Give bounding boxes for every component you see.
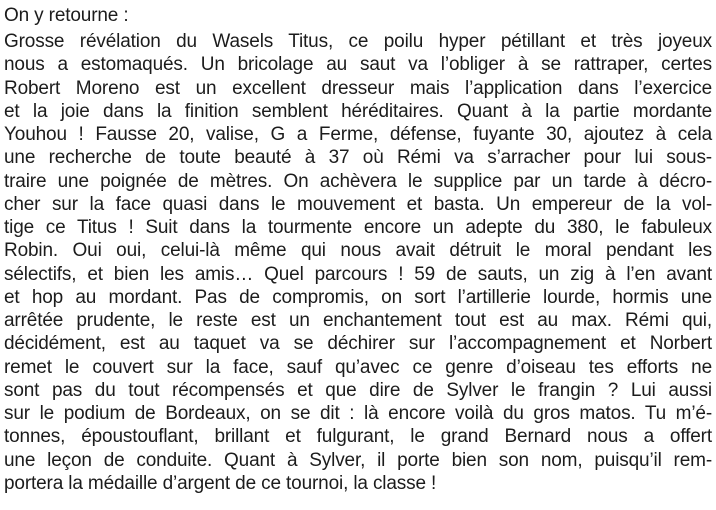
- text-line: Youhou ! Fausse 20, valise, G a Ferme, défense, fuyante 30, ajoutez à cela: [4, 124, 712, 145]
- text-line: Grosse révélation du Wasels Titus, ce poilu hyper pétillant et très joyeux: [4, 31, 712, 52]
- text-line: tige ce Titus ! Suit dans la tourmente encore un adepte du 380, le fabuleux: [4, 217, 712, 238]
- article-page: [4, 2, 712, 495]
- text-line: portera la médaille d’argent de ce tournoi, la classe !: [4, 472, 437, 494]
- text-line: Robin. Oui oui, celui-là même qui nous avait détruit le moral pendant les: [4, 240, 712, 262]
- article-body: [4, 30, 712, 495]
- text-line: arrêtée prudente, le reste est un enchantement tout est au max. Rémi qui,: [4, 310, 712, 331]
- text-line: et hop au mordant. Pas de compromis, on sort l’artillerie lourde, hormis une: [4, 286, 712, 308]
- text-line: décidément, est au taquet va se déchirer sur l’accompagnement et Norbert: [4, 333, 712, 355]
- text-line: une leçon de conduite. Quant à Sylver, il porte bien son nom, puisqu’il rem-: [4, 449, 712, 471]
- text-line: nous a estomaqués. Un bricolage au saut va l’obliger à se rattraper, certes: [4, 54, 712, 76]
- text-line: sont pas du tout récompensés et que dire de Sylver le frangin ? Lui aussi: [4, 379, 712, 401]
- text-line: sur le podium de Bordeaux, on se dit : là encore voilà du gros matos. Tu m’é-: [4, 403, 712, 424]
- text-line: sélectifs, et bien les amis… Quel parcours ! 59 de sauts, un zig à l’en avant: [4, 263, 712, 285]
- text-line: et la joie dans la finition semblent héréditaires. Quant à la partie mordante: [4, 100, 712, 122]
- text-line: remet le couvert sur la face, sauf qu’avec ce genre d’oiseau tes efforts ne: [4, 356, 712, 378]
- text-line: traire une poignée de mètres. On achèvera le supplice par un tarde à décro-: [4, 170, 712, 192]
- text-line: Robert Moreno est un excellent dresseur mais l’application dans l’exercice: [4, 77, 712, 99]
- text-line: tonnes, époustouflant, brillant et fulgurant, le grand Bernard nous a offert: [4, 426, 712, 448]
- text-line: une recherche de toute beauté à 37 où Rémi va s’arracher pour lui sous-: [4, 147, 712, 169]
- section-heading: On y retourne :: [4, 5, 129, 26]
- text-line: cher sur la face quasi dans le mouvement et basta. Un empereur de la vol-: [4, 193, 712, 215]
